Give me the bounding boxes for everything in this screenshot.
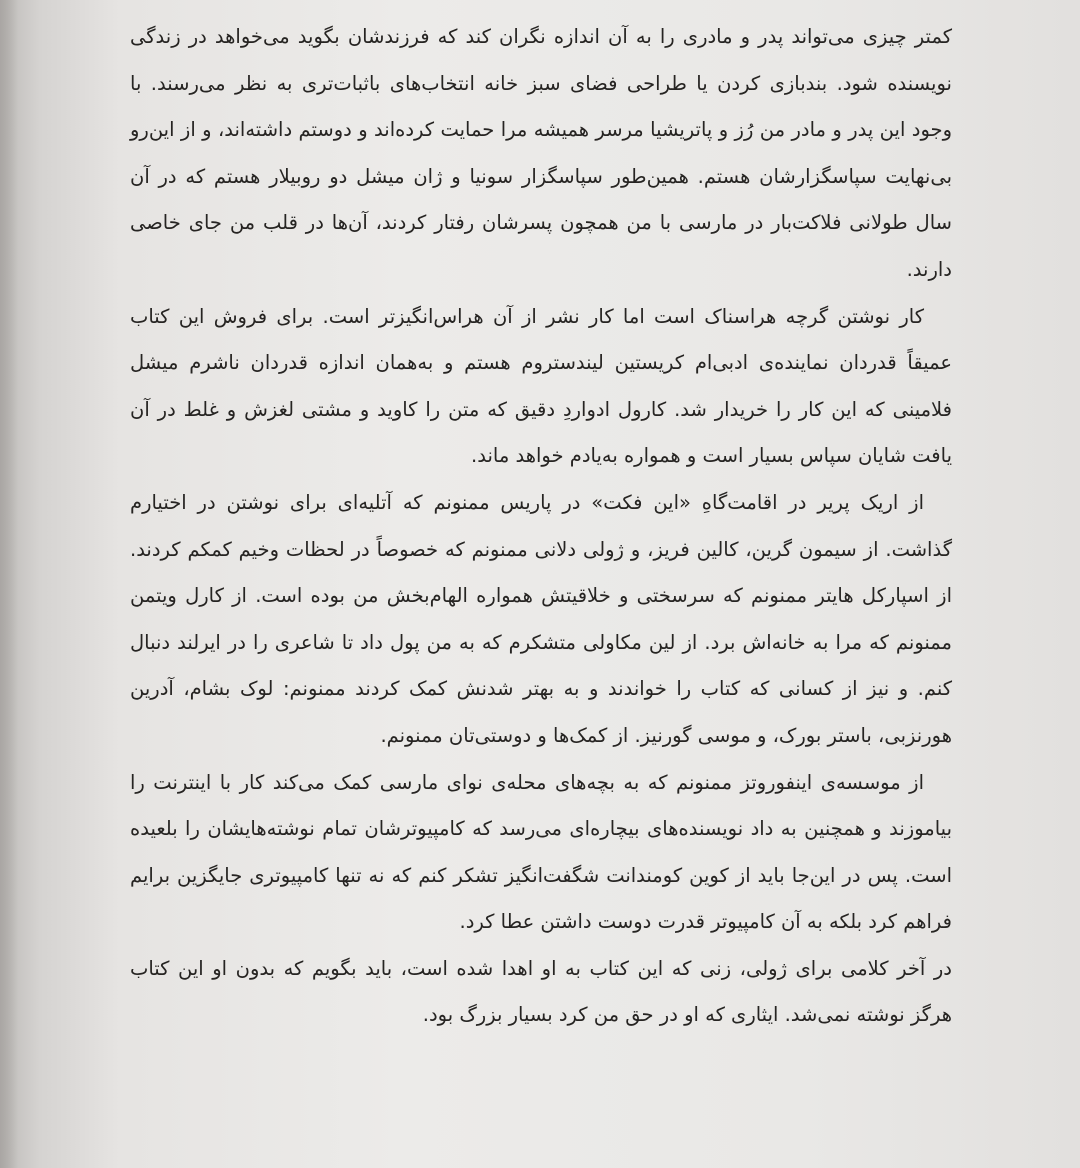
paragraph-julie: در آخر کلامی برای ژولی، زنی که این کتاب به او اهدا شده است، باید بگویم که بدون او این کتاب هرگز نوشته نمی‌شد. ایثاری که او در حق من کرد بسیار بزرگ بود.	[130, 956, 952, 1027]
page-gutter-shadow	[0, 0, 18, 1168]
paragraph-infoorutz: از موسسه‌ی اینفوروتز ممنونم که به بچه‌های محله‌ی نوای مارسی کمک می‌کند کار با اینترنت را بیاموزند و همچنین به داد نویسنده‌های بیچاره‌ای می‌رسد که کامپیوترشان تمام نوشته‌هایشان را بلعیده است. پس در این‌جا باید از کوین کومندانت شگفت‌انگیز تشکر کنم که نه تنها کامپیوتری جایگزین برایم فراهم کرد بلکه به آن کامپیوتر قدرت دوست داشتن عطا کرد.	[130, 770, 952, 934]
paragraph-publishing: کار نوشتن گرچه هراسناک است اما کار نشر از آن هراس‌انگیزتر است. برای فروش این کتاب عمیقاً قدردان نماینده‌ی ادبی‌ام کریستین لیندستروم هستم و به‌همان اندازه قدردان ناشرم میشل فلامینی که این کار را خریدار شد. کارول ادواردِ دقیق که متن را کاوید و مشتی لغزش و غلط در آن یافت شایان سپاس بسیار است و همواره به‌یادم خواهد ماند.	[130, 304, 952, 468]
acknowledgements-text	[130, 14, 952, 1039]
paragraph-friends: از اریک پریر در اقامت‌گاهِ «این فکت» در پاریس ممنونم که آتلیه‌ای برای نوشتن در اختیارم گذاشت. از سیمون گرین، کالین فریز، و ژولی دلانی ممنونم که خصوصاً در لحظات وخیم کمکم کردند. از اسپارکل هایتر ممنونم که سرسختی و خلاقیتش همواره الهام‌بخش من بوده است. از کارل ویتمن ممنونم که مرا به خانه‌اش برد. از لین مکاولی متشکرم که به من پول داد تا شاعری را در ایرلند دنبال کنم. و نیز از کسانی که کتاب را خواندند و به بهتر شدنش کمک کردند ممنونم: لوک بشام، آدرین هورنزبی، باستر بورک، و موسی گورنیز. از کمک‌ها و دوستی‌تان ممنونم.	[130, 490, 952, 747]
paragraph-parents: کمتر چیزی می‌تواند پدر و مادری را به آن اندازه نگران کند که فرزندشان بگوید می‌خواهد در زندگی نویسنده شود. بندبازی کردن یا طراحی فضای سبز خانه انتخاب‌های باثبات‌تری به نظر می‌رسند. با وجود این پدر و مادر من رُز و پاتریشیا مرسر همیشه مرا حمایت کرده‌اند و دوستم داشته‌اند، و از این‌رو بی‌نهایت سپاسگزارشان هستم. همین‌طور سپاسگزار سونیا و ژان میشل دو روبیلار هستم که در آن سال طولانی فلاکت‌بار در مارسی با من همچون پسرشان رفتار کردند، آن‌ها در قلب من جای خاصی دارند.	[130, 25, 952, 281]
